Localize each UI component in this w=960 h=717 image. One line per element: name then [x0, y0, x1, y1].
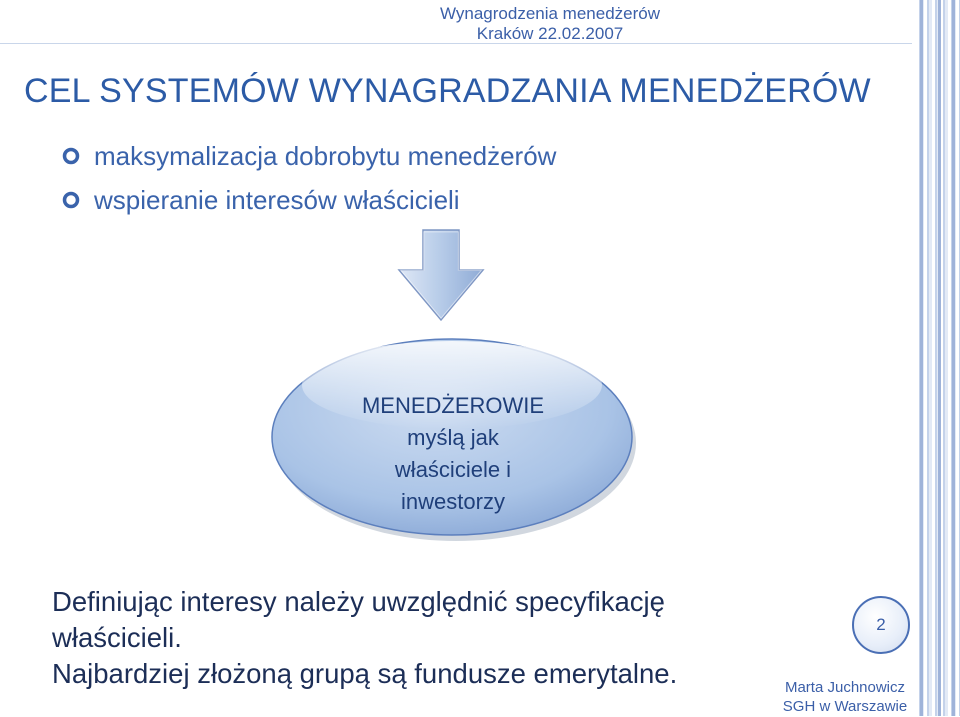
page-title: CEL SYSTEMÓW WYNAGRADZANIA MENEDŻERÓW — [24, 72, 871, 110]
ring-bullet-icon — [62, 191, 80, 209]
stripe — [952, 0, 955, 716]
ellipse-line: myślą jak — [407, 425, 499, 450]
bullet-list — [62, 134, 556, 222]
header-subtitle: Kraków 22.02.2007 — [476, 24, 624, 43]
body-line: Najbardziej złożoną grupą są fundusze emerytalne. — [52, 658, 678, 689]
page-number: 2 — [876, 615, 886, 634]
page-number-badge — [852, 596, 910, 654]
ellipse-line: inwestorzy — [401, 489, 505, 514]
stripe — [920, 0, 923, 716]
list-item — [62, 134, 556, 178]
ellipse-line: MENEDŻEROWIE — [361, 393, 545, 418]
list-item — [62, 178, 556, 222]
bullet-text: wspieranie interesów właścicieli — [94, 184, 460, 215]
body-line: Definiując interesy należy uwzględnić specyfikację — [52, 586, 665, 617]
author-affiliation: SGH w Warszawie — [782, 698, 908, 715]
stripe — [938, 0, 941, 716]
decorative-side-stripes — [916, 0, 960, 716]
ring-bullet-icon — [62, 147, 80, 165]
ellipse-line: właściciele i — [394, 457, 512, 482]
down-arrow-icon — [393, 226, 489, 326]
author-name: Marta Juchnowicz — [784, 679, 906, 696]
body-paragraph — [52, 584, 782, 692]
body-line: właścicieli. — [52, 622, 182, 653]
header-title: Wynagrodzenia menedżerów — [439, 4, 661, 23]
ellipse-text — [268, 390, 638, 518]
bullet-text: maksymalizacja dobrobytu menedżerów — [94, 140, 557, 171]
